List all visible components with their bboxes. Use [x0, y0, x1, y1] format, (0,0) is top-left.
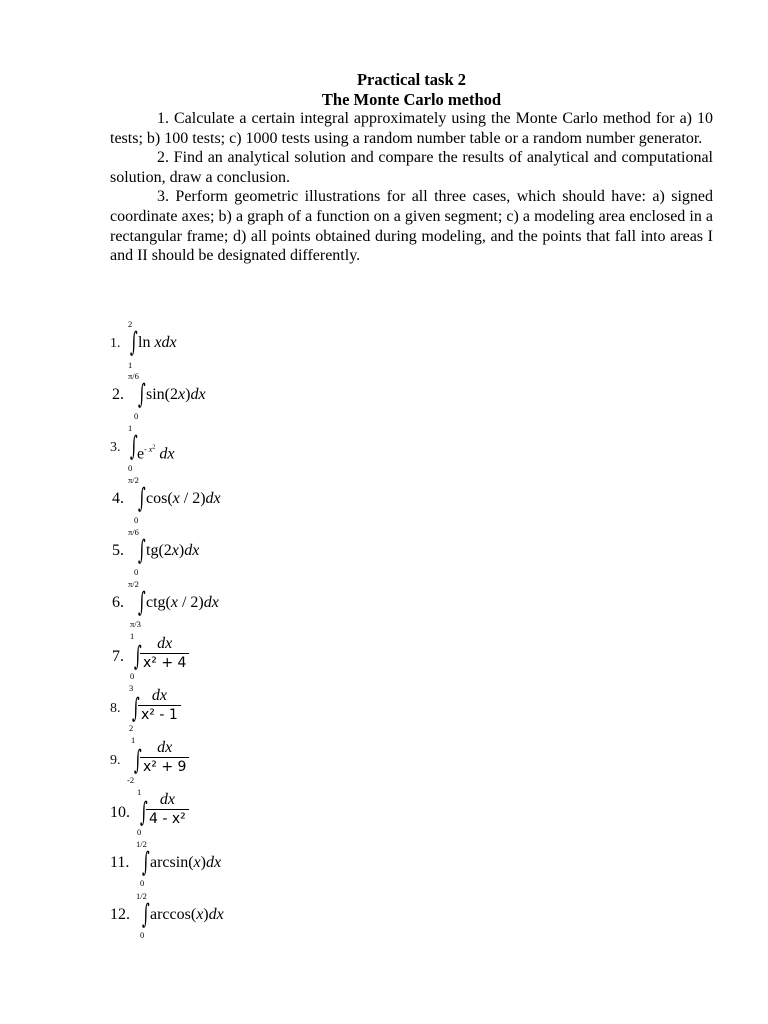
integrand: cos(x / 2)dx: [146, 490, 221, 507]
item-number: 9.: [110, 753, 121, 768]
item-number: 10.: [110, 804, 130, 821]
upper-limit: π/2: [128, 579, 139, 589]
upper-limit: 1: [137, 787, 142, 797]
integrand: ctg(x / 2)dx: [146, 594, 219, 611]
numerator: dx: [151, 687, 167, 704]
integral-sign: ∫: [138, 483, 146, 514]
instructions: [110, 109, 713, 266]
upper-limit: 3: [129, 683, 134, 693]
integrand: arccos(x)dx: [150, 906, 224, 923]
denominator: x² + 4: [140, 653, 189, 672]
fraction: [140, 635, 189, 672]
integral-item-10: [110, 788, 430, 840]
denominator: 4 - x²: [146, 809, 189, 828]
lower-limit: 1: [128, 360, 133, 370]
lower-limit: 0: [140, 930, 145, 940]
denominator: x² + 9: [140, 757, 189, 776]
integral-item-6: [110, 580, 430, 632]
lower-limit: 0: [137, 827, 142, 837]
integrand: tg(2x)dx: [146, 542, 200, 559]
lower-limit: -2: [127, 775, 135, 785]
integral-item-11: [110, 840, 430, 892]
item-number: 11.: [110, 854, 130, 871]
integral-item-1: [110, 320, 430, 372]
numerator: dx: [157, 739, 173, 756]
integral-sign: ∫: [134, 641, 142, 672]
item-number: 12.: [110, 906, 130, 923]
integral-item-8: [110, 684, 430, 736]
integrand: sin(2x)dx: [146, 386, 206, 403]
upper-limit: π/6: [128, 371, 139, 381]
fraction: [146, 791, 189, 828]
integral-sign: ∫: [132, 693, 140, 724]
item-number: 2.: [112, 386, 124, 403]
integrand: arcsin(x)dx: [150, 854, 222, 871]
lower-limit: 0: [128, 463, 133, 473]
instruction-2: 2. Find an analytical solution and compare the results of analytical and computational solution, draw a conclusion.: [110, 149, 713, 186]
integral-sign: ∫: [130, 327, 138, 358]
integral-item-12: [110, 892, 430, 944]
document-subtitle: The Monte Carlo method: [321, 90, 502, 109]
integral-sign: ∫: [138, 587, 146, 618]
integral-sign: ∫: [142, 847, 150, 878]
upper-limit: π/2: [128, 475, 139, 485]
lower-limit: 0: [134, 567, 139, 577]
instruction-1: 1. Calculate a certain integral approximately using the Monte Carlo method for a) 10 tests; b) 100 tests; c) 1000 tests using a random number table or a random number generator.: [110, 110, 713, 147]
lower-limit: 0: [134, 515, 139, 525]
item-number: 3.: [110, 440, 121, 455]
integral-item-9: [110, 736, 430, 788]
item-number: 1.: [110, 336, 121, 351]
upper-limit: 2: [128, 319, 133, 329]
numerator: dx: [159, 791, 175, 808]
integral-sign: ∫: [138, 379, 146, 410]
item-number: 5.: [112, 542, 124, 559]
integral-sign: ∫: [134, 745, 142, 776]
upper-limit: 1: [131, 735, 136, 745]
integral-sign: ∫: [138, 535, 146, 566]
integral-sign: ∫: [142, 899, 150, 930]
upper-limit: 1: [130, 631, 135, 641]
upper-limit: 1: [128, 423, 133, 433]
integral-sign: ∫: [130, 431, 138, 462]
item-number: 8.: [110, 701, 121, 716]
lower-limit: 2: [129, 723, 134, 733]
integral-item-7: [110, 632, 430, 684]
instruction-3: 3. Perform geometric illustrations for all three cases, which should have: a) signed coordinate axes; b) a graph of a function on a given segment; c) a modeling area enclosed in a rectangular frame; d) all points obtained during modeling, and the points that fall into areas I and II should be designated differently.: [110, 188, 713, 265]
numerator: dx: [157, 635, 173, 652]
integral-item-4: [110, 476, 430, 528]
upper-limit: 1/2: [136, 839, 147, 849]
upper-limit: 1/2: [136, 891, 147, 901]
item-number: 7.: [112, 648, 124, 665]
item-number: 6.: [112, 594, 124, 611]
integral-sign: ∫: [140, 797, 148, 828]
document-title: Practical task 2: [356, 70, 467, 89]
integrand: $e^{- x^2}$ dx: [137, 444, 175, 463]
fraction: [138, 687, 181, 724]
upper-limit: π/6: [128, 527, 139, 537]
fraction: [140, 739, 189, 776]
integral-item-3: [110, 424, 430, 476]
integral-item-2: [110, 372, 430, 424]
lower-limit: 0: [140, 878, 145, 888]
item-number: 4.: [112, 490, 124, 507]
integral-item-5: [110, 528, 430, 580]
lower-limit: π/3: [130, 619, 141, 629]
integrand: ln xdx: [138, 334, 177, 351]
lower-limit: 0: [130, 671, 135, 681]
denominator: x² - 1: [138, 705, 181, 724]
lower-limit: 0: [134, 411, 139, 421]
